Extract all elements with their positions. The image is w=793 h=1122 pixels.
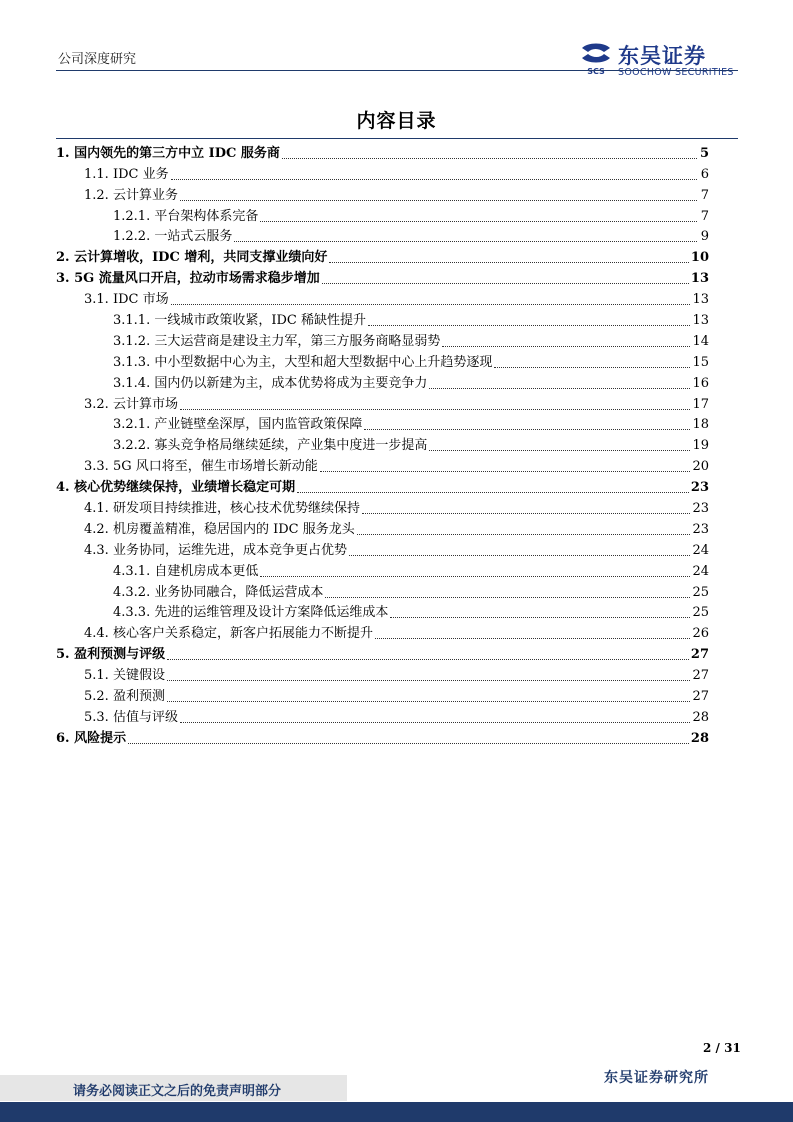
toc-entry-label: 1.2.1. 平台架构体系完备 — [113, 208, 259, 224]
toc-entry-page: 16 — [692, 375, 709, 391]
toc-entry-page: 10 — [690, 250, 709, 266]
toc-dot-leader — [322, 283, 689, 284]
toc-entry-page: 7 — [700, 187, 709, 203]
logo-english-name: SOOCHOW SECURITIES — [618, 67, 734, 78]
toc-entry[interactable] — [56, 705, 709, 726]
document-type-label: 公司深度研究 — [58, 52, 137, 67]
toc-dot-leader — [128, 743, 689, 744]
toc-entry-label: 1.2.2. 一站式云服务 — [113, 229, 233, 245]
footer-bar — [0, 1102, 793, 1122]
toc-dot-leader — [234, 241, 697, 242]
toc-dot-leader — [180, 409, 691, 410]
toc-entry-label: 4.1. 研发项目持续推进，核心技术优势继续保持 — [84, 501, 360, 517]
toc-entry-page: 17 — [692, 396, 709, 412]
toc-dot-leader — [429, 388, 690, 389]
toc-entry-label: 3.1.1. 一线城市政策收紧，IDC 稀缺性提升 — [113, 313, 366, 329]
toc-entry-page: 23 — [692, 501, 709, 517]
toc-entry[interactable] — [56, 204, 709, 225]
toc-entry-label: 3.1.3. 中小型数据中心为主，大型和超大型数据中心上升趋势逐现 — [113, 354, 493, 370]
toc-dot-leader — [282, 158, 697, 159]
toc-dot-leader — [349, 555, 691, 556]
toc-entry-page: 27 — [690, 647, 709, 663]
toc-entry-label: 5.2. 盈利预测 — [84, 689, 165, 705]
toc-entry[interactable] — [56, 350, 709, 371]
toc-entry[interactable] — [56, 517, 709, 538]
toc-entry[interactable] — [56, 580, 709, 601]
toc-entry[interactable] — [56, 245, 709, 266]
toc-entry-label: 4.3.2. 业务协同融合，降低运营成本 — [113, 584, 324, 600]
toc-entry[interactable] — [56, 392, 709, 413]
toc-entry[interactable] — [56, 642, 709, 663]
company-logo — [578, 40, 743, 80]
toc-dot-leader — [362, 513, 691, 514]
toc-dot-leader — [171, 304, 691, 305]
toc-entry[interactable] — [56, 496, 709, 517]
toc-entry[interactable] — [56, 621, 709, 642]
toc-entry-page: 9 — [700, 229, 709, 245]
toc-dot-leader — [375, 638, 691, 639]
toc-dot-leader — [180, 722, 691, 723]
toc-dot-leader — [171, 179, 697, 180]
toc-entry[interactable] — [56, 413, 709, 434]
toc-entry-page: 26 — [692, 626, 709, 642]
toc-dot-leader — [329, 262, 689, 263]
toc-entry[interactable] — [56, 601, 709, 622]
toc-entry-label: 5.1. 关键假设 — [84, 668, 165, 684]
toc-entry-label: 3.1. IDC 市场 — [84, 292, 169, 308]
toc-entry[interactable] — [56, 371, 709, 392]
toc-entry-page: 24 — [692, 563, 709, 579]
toc-dot-leader — [297, 492, 689, 493]
disclaimer-text: 请务必阅读正文之后的免责声明部分 — [73, 1084, 282, 1099]
toc-entry-page: 13 — [690, 271, 709, 287]
toc-entry-label: 3. 5G 流量风口开启，拉动市场需求稳步增加 — [56, 271, 320, 287]
toc-entry-label: 3.1.4. 国内仍以新建为主，成本优势将成为主要竞争力 — [113, 375, 428, 391]
toc-title-divider — [56, 138, 738, 139]
toc-dot-leader — [167, 680, 691, 681]
toc-entry-label: 4.3. 业务协同，运维先进，成本竞争更占优势 — [84, 542, 347, 558]
toc-entry[interactable] — [56, 162, 709, 183]
toc-entry[interactable] — [56, 538, 709, 559]
toc-entry-page: 20 — [692, 459, 709, 475]
toc-entry-page: 19 — [692, 438, 709, 454]
toc-entry-label: 5.3. 估值与评级 — [84, 709, 178, 725]
toc-dot-leader — [260, 221, 697, 222]
toc-entry[interactable] — [56, 684, 709, 705]
header-divider — [56, 70, 738, 71]
toc-entry-page: 13 — [692, 292, 709, 308]
toc-entry-page: 25 — [692, 584, 709, 600]
toc-dot-leader — [429, 450, 690, 451]
toc-entry-label: 1.1. IDC 业务 — [84, 166, 169, 182]
table-of-contents — [56, 141, 709, 747]
research-institute-name: 东吴证券研究所 — [604, 1070, 709, 1086]
toc-entry-label: 3.2. 云计算市场 — [84, 396, 178, 412]
page-indicator: 2 / 31 — [703, 1041, 741, 1055]
toc-title: 内容目录 — [356, 110, 437, 132]
toc-entry-page: 27 — [692, 668, 709, 684]
toc-entry[interactable] — [56, 475, 709, 496]
toc-dot-leader — [325, 597, 690, 598]
toc-entry-label: 3.2.2. 寡头竞争格局继续延续，产业集中度进一步提高 — [113, 438, 428, 454]
toc-entry-page: 25 — [692, 605, 709, 621]
toc-dot-leader — [368, 325, 690, 326]
toc-entry[interactable] — [56, 329, 709, 350]
toc-entry-page: 6 — [700, 166, 709, 182]
toc-dot-leader — [357, 534, 691, 535]
toc-entry-label: 1. 国内领先的第三方中立 IDC 服务商 — [56, 145, 280, 161]
toc-entry[interactable] — [56, 183, 709, 204]
toc-entry[interactable] — [56, 726, 709, 747]
toc-entry-page: 15 — [692, 354, 709, 370]
toc-entry-page: 28 — [690, 730, 709, 746]
logo-mark-text: SCS — [587, 67, 605, 76]
toc-entry-page: 18 — [692, 417, 709, 433]
toc-entry-label: 1.2. 云计算业务 — [84, 187, 178, 203]
toc-dot-leader — [320, 471, 691, 472]
toc-entry[interactable] — [56, 225, 709, 246]
toc-entry-label: 6. 风险提示 — [56, 730, 127, 746]
toc-entry[interactable] — [56, 433, 709, 454]
toc-dot-leader — [167, 701, 691, 702]
toc-entry[interactable] — [56, 141, 709, 162]
toc-dot-leader — [364, 429, 690, 430]
toc-entry-page: 27 — [692, 689, 709, 705]
toc-entry-page: 24 — [692, 542, 709, 558]
toc-dot-leader — [390, 617, 690, 618]
toc-entry-label: 3.2.1. 产业链壁垒深厚，国内监管政策保障 — [113, 417, 363, 433]
toc-entry-label: 4. 核心优势继续保持，业绩增长稳定可期 — [56, 480, 296, 496]
toc-entry-label: 5. 盈利预测与评级 — [56, 647, 166, 663]
toc-dot-leader — [167, 659, 689, 660]
toc-dot-leader — [260, 576, 690, 577]
toc-entry-page: 14 — [692, 333, 709, 349]
toc-entry-label: 4.3.3. 先进的运维管理及设计方案降低运维成本 — [113, 605, 389, 621]
toc-entry[interactable] — [56, 287, 709, 308]
toc-entry-label: 4.4. 核心客户关系稳定，新客户拓展能力不断提升 — [84, 626, 373, 642]
toc-entry-label: 3.1.2. 三大运营商是建设主力军，第三方服务商略显弱势 — [113, 333, 441, 349]
toc-entry-page: 23 — [690, 480, 709, 496]
logo-chinese-name: 东吴证券 — [618, 44, 706, 68]
toc-entry-label: 3.3. 5G 风口将至，催生市场增长新动能 — [84, 459, 318, 475]
toc-entry-page: 23 — [692, 521, 709, 537]
toc-entry-page: 28 — [692, 709, 709, 725]
toc-entry[interactable] — [56, 266, 709, 287]
toc-dot-leader — [494, 367, 690, 368]
toc-dot-leader — [180, 200, 697, 201]
toc-entry-page: 13 — [692, 313, 709, 329]
toc-entry[interactable] — [56, 663, 709, 684]
toc-entry[interactable] — [56, 559, 709, 580]
toc-entry-page: 7 — [700, 208, 709, 224]
toc-entry-label: 4.3.1. 自建机房成本更低 — [113, 563, 259, 579]
toc-entry[interactable] — [56, 454, 709, 475]
toc-entry[interactable] — [56, 308, 709, 329]
toc-dot-leader — [442, 346, 690, 347]
toc-entry-label: 4.2. 机房覆盖精准，稳居国内的 IDC 服务龙头 — [84, 521, 355, 537]
toc-entry-page: 5 — [699, 145, 709, 161]
toc-entry-label: 2. 云计算增收，IDC 增利，共同支撑业绩向好 — [56, 250, 328, 266]
